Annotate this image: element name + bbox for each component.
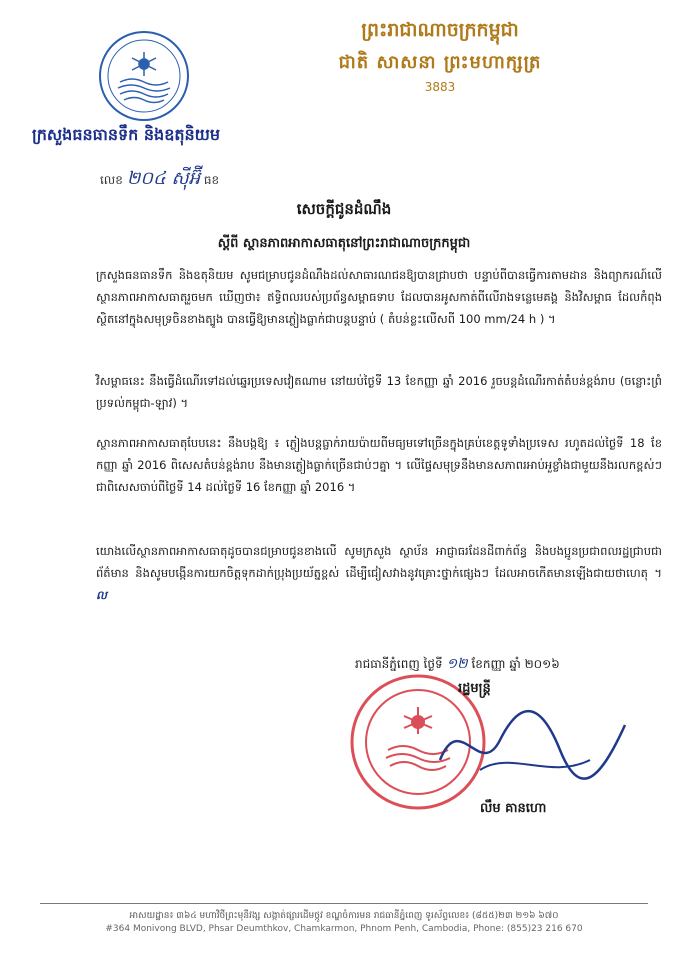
paragraph-2: វិសម្ពាធនេះ នឹងធ្វើដំណើរទៅដល់ឆ្នេរប្រទេសវៀតណាម នៅយប់ថ្ងៃទី 13 ខែកញ្ញា ឆ្នាំ 2016 រួចបន្តដំណើរកាត់តំបន់ខ្ពង់រាប (ចន្លោះព្រំប្រទល់កម្ពុជា-ឡាវ) ។ <box>96 374 662 410</box>
national-motto: ជាតិ សាសនា ព្រះមហាក្សត្រ <box>338 52 542 73</box>
paragraph-1: ក្រសួងធនធានទឹក និងឧតុនិយម សូមជម្រាបជូនដំណឹងដល់សាធារណជនឱ្យបានជ្រាបថា បន្ទាប់ពីបានធ្វើការតាមដាន និងព្យាករណ៍លើស្ថានភាពអាកាសធាតុរួចមក ឃើញថា៖ ឥទ្ធិពលរបស់ប្រព័ន្ធសម្ពាធទាប ដែលបានអូសកាត់ពីលើរាងទន្លេមេគង្គ និងវិសម្ពាធ ដែលកំពុងស្ថិតនៅក្នុងសមុទ្រចិនខាងត្បូង បានធ្វើឱ្យមានភ្លៀងធ្លាក់ជាបន្តបន្ទាប់ ( តំបន់ខ្លះលើសពី 100 mm/24 h ) ។ <box>96 268 662 326</box>
paragraph-4 <box>96 540 662 606</box>
heading-ornament: 3883 <box>424 80 456 94</box>
paragraph-3: ស្ថានភាពអាកាសធាតុបែបនេះ នឹងបង្កឱ្យ ៖ ភ្លៀងបន្តធ្លាក់រាយប៉ាយពីមធ្យមទៅច្រើនក្នុងគ្រប់ខេត្តទូទាំងប្រទេស រហូតដល់ថ្ងៃទី 18 ខែកញ្ញា ឆ្នាំ 2016 ពិសេសតំបន់ខ្ពង់រាប នឹងមានភ្លៀងធ្លាក់ច្រើនជាប់ៗគ្នា ។ លើផ្ទៃសមុទ្រនឹងមានសភាពរអាប់អួខ្លាំងជាមួយនឹងរលកខ្ពស់ៗ ជាពិសេសចាប់ពីថ្ងៃទី 14 ដល់ថ្ងៃទី 16 ខែកញ្ញា ឆ្នាំ 2016 ។ <box>96 436 662 494</box>
notice-subject: ស្តីពី ស្ថានភាពអាកាសធាតុនៅព្រះរាជាណាចក្រកម្ពុជា <box>217 236 471 251</box>
signatory-name: លឹម គានហោ <box>480 801 547 816</box>
ministry-name: ក្រសួងធនធានទឹក និងឧតុនិយម <box>32 125 221 144</box>
footer-divider <box>40 903 648 904</box>
month-year: ខែកញ្ញា ឆ្នាំ ២០១៦ <box>471 657 560 671</box>
place-date-label: រាជធានីភ្នំពេញ ថ្ងៃទី <box>355 657 443 671</box>
paragraph-4-text: យោងលើស្ថានភាពអាកាសធាតុដូចបានជម្រាបជូនខាងលើ សូមក្រសួង ស្ថាប័ន អាជ្ញាធរដែនដីពាក់ព័ន្ធ និងបងប្អូនប្រជាពលរដ្ឋជ្រាបជាព័ត៌មាន និងសូមបង្កើនការយកចិត្តទុកដាក់ប្រុងប្រយ័ត្នខ្ពស់ ដើម្បីជៀសវាងនូវគ្រោះថ្នាក់ផ្សេងៗ ដែលអាចកើតមានឡើងជាយថាហេតុ ។ <box>96 544 662 580</box>
ministry-seal-logo <box>96 28 192 124</box>
signatory-role: រដ្ឋមន្ត្រី <box>458 681 491 696</box>
reference-suffix: ធខ <box>203 173 220 187</box>
handwritten-day: ១២ <box>446 656 468 672</box>
footer-address-khmer: អាសយដ្ឋាន៖ ៣៦៤ មហាវិថីព្រះមុនីវង្ស សង្កាត់ផ្សារដើមថ្កូវ ខណ្ឌចំការមន រាជធានីភ្នំពេញ ទូរស័ព្ទលេខ៖ (៨៥៥)២៣ ២១៦ ៦៧០ <box>129 911 559 921</box>
kingdom-heading: ព្រះរាជាណាចក្រកម្ពុជា <box>361 19 519 41</box>
handwritten-initial-mark: ល <box>96 588 107 602</box>
handwritten-signature <box>420 690 640 800</box>
footer-address-english: #364 Monivong BLVD, Phsar Deumthkov, Chamkarmon, Phnom Penh, Cambodia, Phone: (855)23 216 670 <box>105 924 583 934</box>
reference-handwritten-number: ២០៤ ស៊ីអ៊ី <box>126 168 201 189</box>
reference-number <box>100 166 219 193</box>
notice-title: សេចក្តីជូនដំណឹង <box>296 200 392 218</box>
reference-label: លេខ <box>100 173 123 187</box>
